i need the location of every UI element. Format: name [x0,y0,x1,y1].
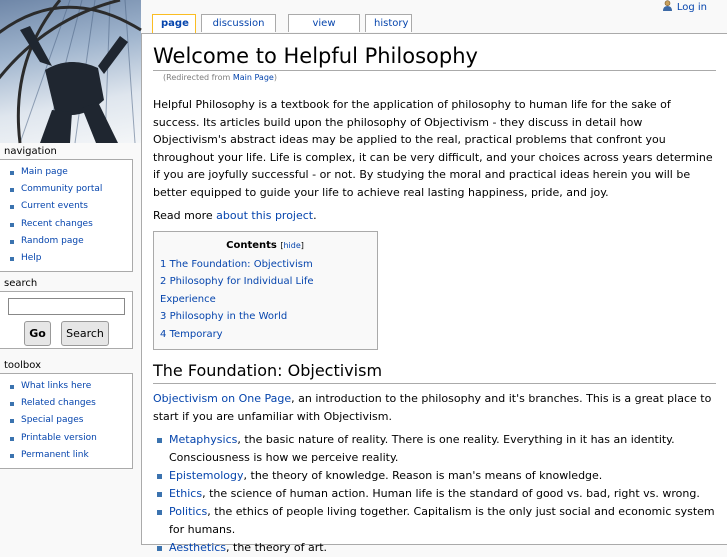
intro-paragraph: Helpful Philosophy is a textbook for the application of philosophy to human life for the sake of success. Its articles build upon the philosophy of Objectivism - they discuss in detail how Objectivism's abstract ideas may be applied to the real, practical problems that confront you throughout your life. Life is complex, it can be very difficult, and your choices across years determine if you are joyfully successful - or not. By studying the moral and practical ideas herein you will be better equipped to guide your life to achieve real lasting happiness, pride, and joy. [153,98,713,199]
navigation-heading: navigation [4,146,57,157]
bullet-icon [157,474,162,479]
sidebar-link[interactable]: Recent changes [21,218,93,229]
branch-text: , the basic nature of reality. There is one reality. Everything in it has an identity. Consciousness is how we perceive reality. [169,433,675,464]
toolbox-link[interactable]: Printable version [21,432,97,443]
tab-discussion-label[interactable]: discussion [212,18,265,29]
toolbox-heading: toolbox [4,360,42,371]
toc-item[interactable] [160,256,370,274]
personal-tools [662,0,707,13]
user-icon [662,0,673,11]
objectivism-one-page-link[interactable]: Objectivism on One Page [153,392,292,405]
bullet-icon [10,257,14,261]
toc-hide-link[interactable]: hide [283,240,301,250]
list-item [153,539,716,557]
sidebar-link[interactable]: Main page [21,167,68,177]
toolbox-item-what-links-here[interactable] [8,378,132,395]
about-project-link[interactable]: about this project [216,209,314,222]
lead-text: , an introduction to the philosophy and it's branches. This is a great place to start if you are unfamiliar with Objectivism. [153,392,712,423]
section-heading-foundation: The Foundation: Objectivism [153,359,716,384]
go-button[interactable]: Go [24,321,51,346]
sidebar-item-recent-changes[interactable] [8,216,132,233]
branch-text: , the theory of knowledge. Reason is man's means of knowledge. [243,469,603,482]
bullet-icon [10,205,14,209]
sidebar-link[interactable]: Random page [21,235,84,246]
sidebar-item-main-page[interactable] [8,164,132,181]
list-item [153,485,716,503]
toolbox-portlet [0,359,133,469]
bullet-icon [10,240,14,244]
toolbox-item-related-changes[interactable] [8,395,132,412]
search-portlet [0,277,133,349]
bullet-icon [157,546,162,551]
toc-item[interactable] [160,326,370,344]
sidebar-item-random-page[interactable] [8,233,132,250]
foundation-lead [153,390,716,425]
bullet-icon [10,437,14,441]
toc-number: 1 [160,258,167,270]
toc-label[interactable]: The Foundation: Objectivism [169,258,313,270]
read-more-suffix: . [313,209,317,222]
bullet-icon [10,171,14,175]
ethics-link[interactable]: Ethics [169,487,203,500]
bullet-icon [10,385,14,389]
tab-history[interactable] [365,14,412,32]
sidebar-link[interactable]: Help [21,253,42,264]
read-more [153,207,716,225]
toc-hide-open: [ [280,240,284,250]
toc-label[interactable]: Temporary [169,328,223,340]
toc-number: 3 [160,311,167,322]
navigation-body [0,159,133,272]
branch-text: , the science of human action. Human life is the standard of good vs. bad, right vs. wrong. [202,487,700,500]
redirect-link[interactable]: Main Page [232,73,274,82]
bullet-icon [10,402,14,406]
redirect-prefix: (Redirected from [163,73,233,82]
list-item [153,431,716,467]
branch-text: , the ethics of people living together. Capitalism is the only just social and economic system for humans. [169,505,715,536]
list-item [153,503,716,539]
login-link[interactable]: Log in [676,2,707,13]
epistemology-link[interactable]: Epistemology [169,469,244,482]
toc-number: 4 [160,328,167,340]
page-title: Welcome to Helpful Philosophy [153,42,716,71]
tab-page[interactable] [152,14,196,34]
toolbox-body [0,373,133,469]
toolbox-item-printable-version[interactable] [8,430,132,447]
table-of-contents [153,231,378,351]
branch-text: , the theory of art. [226,541,328,554]
search-button[interactable]: Search [61,321,109,346]
toolbox-item-permanent-link[interactable] [8,447,132,464]
toc-title: Contents [226,239,277,251]
list-item [153,467,716,485]
toc-item[interactable] [160,273,370,308]
read-more-prefix: Read more [153,209,217,222]
tab-page-label[interactable]: page [161,18,189,29]
bullet-icon [10,188,14,192]
site-logo[interactable] [0,0,141,143]
bullet-icon [157,510,162,515]
tab-history-label[interactable]: history [374,18,409,29]
search-input[interactable] [8,298,125,315]
atlas-statue-icon [0,0,141,143]
toc-label[interactable]: Philosophy in the World [169,311,288,322]
bullet-icon [157,492,162,497]
redirect-note [163,73,716,82]
tab-view-source-label[interactable]: view [312,18,336,29]
sidebar-link[interactable]: Current events [21,201,88,212]
content-area [141,33,727,554]
bullet-icon [10,223,14,227]
metaphysics-link[interactable]: Metaphysics [169,433,238,446]
sidebar-item-current-events[interactable] [8,198,132,215]
sidebar-item-help[interactable] [8,250,132,267]
politics-link[interactable]: Politics [169,505,208,518]
toc-title-row [160,238,370,253]
search-heading: search [4,278,38,289]
bullet-icon [10,454,14,458]
toc-label[interactable]: Philosophy for Individual Life Experience [160,276,314,305]
sidebar-link[interactable]: Community portal [21,184,103,195]
bullet-icon [10,419,14,423]
toc-number: 2 [160,276,167,287]
aesthetics-link[interactable]: Aesthetics [169,541,227,554]
toolbox-link[interactable]: Permanent link [21,449,89,460]
toolbox-link[interactable]: Related changes [21,398,96,409]
redirect-suffix: ) [273,73,277,82]
sidebar-item-community-portal[interactable] [8,181,132,198]
navigation-portlet [0,145,133,272]
bullet-icon [157,438,162,443]
tab-discussion[interactable] [201,14,276,32]
toolbox-link[interactable]: Special pages [21,415,84,426]
toc-item[interactable] [160,308,370,326]
toolbox-item-special-pages[interactable] [8,412,132,429]
toc-hide-close: ] [300,240,304,250]
branches-list [153,431,716,557]
toolbox-link[interactable]: What links here [21,381,92,391]
search-body [0,291,133,349]
tab-view-source[interactable] [288,14,360,32]
